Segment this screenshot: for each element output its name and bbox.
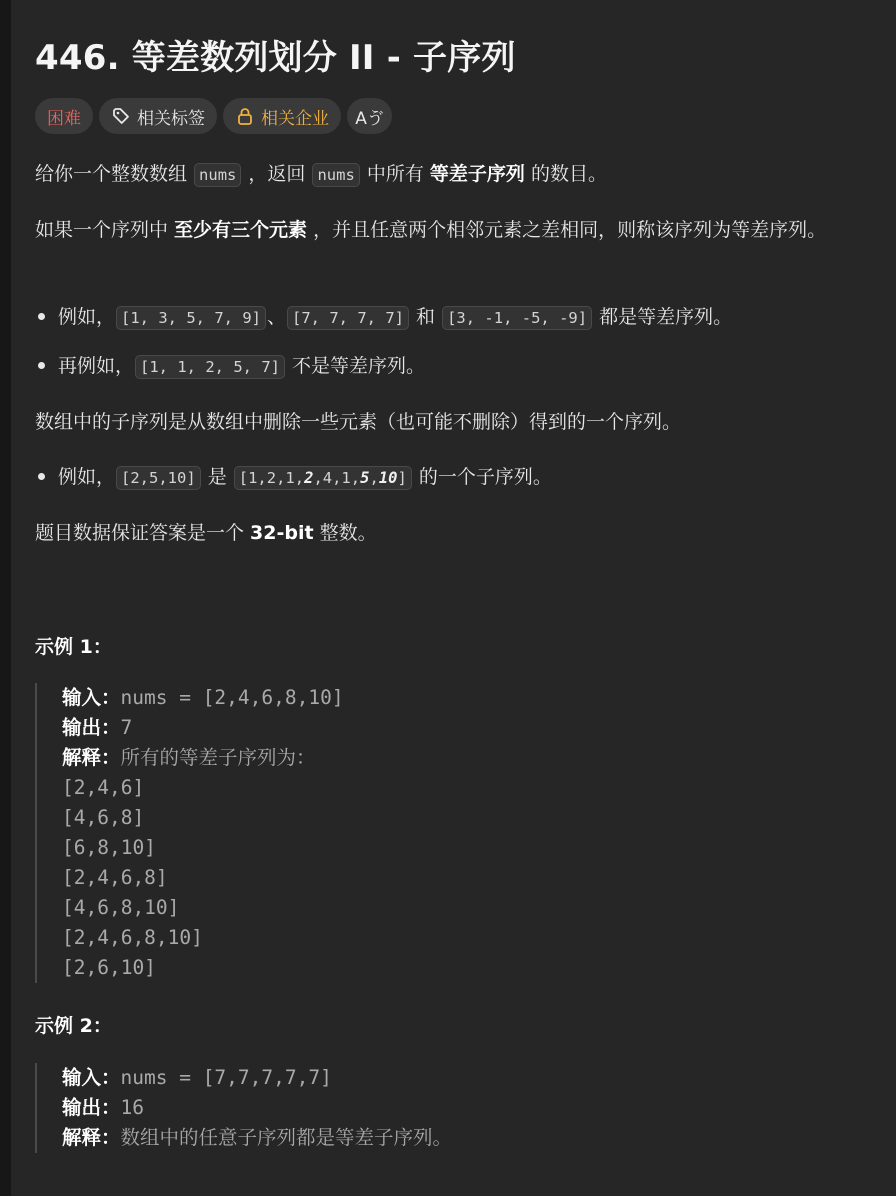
related-tags-button[interactable] [99, 98, 217, 134]
list-item [35, 351, 425, 382]
bold-text: 等差子序列 [429, 163, 525, 185]
text: 给你一个整数数组 [35, 163, 194, 185]
inline-code: [2,5,10] [116, 466, 201, 490]
inline-code: [7, 7, 7, 7] [287, 306, 409, 330]
example-1-block [35, 683, 344, 983]
input-value: nums = [2,4,6,8,10] [120, 686, 344, 709]
text: 是 [201, 466, 233, 488]
code-text: , [369, 469, 379, 487]
text: 和 [410, 306, 442, 328]
explanation-text: 数组中的任意子序列都是等差子序列。 [120, 1126, 453, 1149]
output-value: 16 [120, 1096, 144, 1119]
explanation-line: [2,4,6,8,10] [62, 926, 203, 949]
inline-code: [1, 1, 2, 5, 7] [135, 355, 285, 379]
description-paragraph-4 [35, 518, 875, 548]
related-companies-label: 相关企业 [261, 108, 329, 129]
text: 如果一个序列中 [35, 219, 175, 241]
text: 例如， [58, 466, 116, 488]
example-2-block [35, 1063, 452, 1153]
output-label: 输出： [62, 1096, 121, 1119]
text: 都是等差序列。 [593, 306, 733, 328]
difficulty-badge [35, 98, 93, 134]
code-emphasis: 10 [378, 469, 398, 487]
explanation-line: [4,6,8,10] [62, 896, 180, 919]
inline-code: nums [194, 163, 241, 187]
inline-code: nums [312, 163, 359, 187]
example-explanation [62, 1123, 452, 1153]
text: 、 [267, 306, 287, 328]
text: 整数。 [313, 522, 377, 544]
translate-button[interactable] [347, 98, 392, 134]
example-input [62, 683, 344, 713]
explanation-label: 解释： [62, 746, 121, 769]
explanation-line: [6,8,10] [62, 836, 156, 859]
explanation-line: [2,4,6] [62, 776, 145, 799]
explanation-line: [4,6,8] [62, 806, 145, 829]
code-text: [1,2,1, [238, 469, 305, 487]
text: 的一个子序列。 [412, 466, 552, 488]
code-text: ] [397, 469, 407, 487]
lock-icon [235, 106, 255, 126]
description-paragraph-1 [35, 159, 875, 190]
tag-icon [111, 106, 131, 126]
tag-row [35, 98, 392, 134]
explanation-label: 解释： [62, 1126, 121, 1149]
inline-code: [1, 3, 5, 7, 9] [116, 306, 266, 330]
output-label: 输出： [62, 716, 121, 739]
text: 不是等差序列。 [286, 355, 426, 377]
explanation-line: [2,6,10] [62, 956, 156, 979]
text: 再例如， [58, 355, 135, 377]
bullet-dot [38, 313, 45, 320]
description-paragraph-2 [35, 215, 875, 245]
explanation-text: 所有的等差子序列为： [120, 746, 316, 769]
text: 例如， [58, 306, 116, 328]
input-label: 输入： [62, 686, 121, 709]
related-companies-button[interactable] [223, 98, 341, 134]
bold-text: 32-bit [250, 522, 314, 544]
code-emphasis: 5 [360, 469, 370, 487]
input-value: nums = [7,7,7,7,7] [120, 1066, 332, 1089]
inline-code [234, 466, 412, 490]
bold-text: 至少有三个元素 [174, 219, 308, 241]
text: ，返回 [242, 163, 312, 185]
explanation-line: [2,4,6,8] [62, 866, 168, 889]
input-label: 输入： [62, 1066, 121, 1089]
left-edge-strip [0, 0, 11, 1196]
text: 题目数据保证答案是一个 [35, 522, 251, 544]
text: ，并且任意两个相邻元素之差相同，则称该序列为等差序列。 [307, 219, 827, 241]
text: 中所有 [360, 163, 430, 185]
example-1-title: 示例 1： [35, 636, 112, 658]
code-emphasis: 2 [304, 469, 314, 487]
example-output [62, 713, 344, 743]
bullet-dot [38, 473, 45, 480]
inline-code: [3, -1, -5, -9] [442, 306, 592, 330]
description-paragraph-3: 数组中的子序列是从数组中删除一些元素（也可能不删除）得到的一个序列。 [35, 411, 682, 433]
example-2-title: 示例 2： [35, 1015, 112, 1037]
example-explanation [62, 743, 344, 773]
difficulty-label: 困难 [47, 108, 81, 129]
problem-title: 446. 等差数列划分 II - 子序列 [35, 38, 516, 78]
list-item [35, 302, 732, 333]
list-item [35, 462, 552, 493]
bullet-dot [38, 362, 45, 369]
code-text: ,4,1, [313, 469, 361, 487]
text: 的数目。 [524, 163, 607, 185]
output-value: 7 [120, 716, 133, 739]
related-tags-label: 相关标签 [137, 108, 205, 129]
translate-icon: Aゔ [355, 108, 384, 129]
example-input [62, 1063, 452, 1093]
example-output [62, 1093, 452, 1123]
